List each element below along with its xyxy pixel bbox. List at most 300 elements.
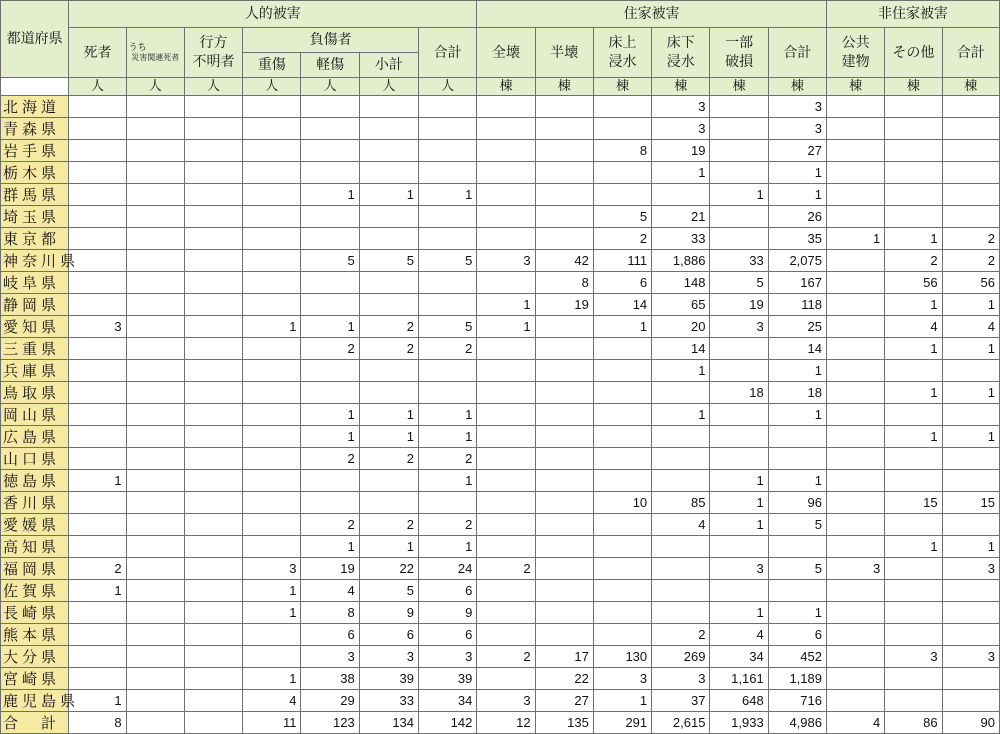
value-cell: 1	[359, 536, 418, 558]
value-cell	[885, 448, 942, 470]
value-cell	[126, 536, 184, 558]
value-cell	[710, 162, 768, 184]
related-deaths-top: うち	[128, 42, 147, 53]
value-cell: 42	[535, 250, 593, 272]
value-cell	[126, 514, 184, 536]
value-cell: 8	[69, 712, 126, 734]
value-cell: 1	[419, 404, 477, 426]
value-cell: 1	[69, 470, 126, 492]
value-cell	[535, 228, 593, 250]
value-cell	[69, 448, 126, 470]
value-cell: 12	[477, 712, 535, 734]
value-cell	[593, 536, 651, 558]
value-cell: 3	[652, 118, 710, 140]
value-cell: 4	[243, 690, 301, 712]
table-row	[1, 690, 1000, 712]
above-floor-flood-header: 床上 浸水	[593, 28, 651, 78]
value-cell: 2	[885, 250, 942, 272]
value-cell: 65	[652, 294, 710, 316]
value-cell	[477, 448, 535, 470]
value-cell: 1	[69, 690, 126, 712]
prefecture-name: 長崎県	[1, 602, 69, 624]
value-cell	[535, 184, 593, 206]
value-cell: 1	[768, 404, 826, 426]
value-cell: 22	[359, 558, 418, 580]
value-cell	[359, 206, 418, 228]
value-cell: 9	[359, 602, 418, 624]
value-cell	[652, 602, 710, 624]
value-cell	[942, 162, 999, 184]
value-cell: 5	[359, 580, 418, 602]
value-cell: 1	[885, 382, 942, 404]
table-row	[1, 360, 1000, 382]
table-row	[1, 140, 1000, 162]
value-cell	[184, 360, 242, 382]
value-cell: 2	[359, 316, 418, 338]
table-row	[1, 492, 1000, 514]
unit-row	[1, 78, 1000, 96]
value-cell: 3	[942, 646, 999, 668]
value-cell	[710, 536, 768, 558]
house-damage-header: 住家被害	[477, 1, 827, 28]
value-cell	[477, 580, 535, 602]
table-row	[1, 602, 1000, 624]
value-cell: 1	[768, 602, 826, 624]
value-cell	[535, 118, 593, 140]
value-cell	[710, 426, 768, 448]
prefecture-header: 都道府県	[1, 1, 69, 78]
unit-cell: 棟	[652, 78, 710, 96]
value-cell	[535, 360, 593, 382]
value-cell	[477, 426, 535, 448]
value-cell	[942, 580, 999, 602]
value-cell	[593, 184, 651, 206]
value-cell	[535, 492, 593, 514]
table-row	[1, 448, 1000, 470]
value-cell	[885, 602, 942, 624]
value-cell	[535, 162, 593, 184]
value-cell	[942, 184, 999, 206]
value-cell	[419, 272, 477, 294]
value-cell	[827, 96, 885, 118]
value-cell	[301, 228, 359, 250]
value-cell: 1	[710, 470, 768, 492]
value-cell: 21	[652, 206, 710, 228]
value-cell	[243, 272, 301, 294]
value-cell	[477, 206, 535, 228]
table-row	[1, 228, 1000, 250]
value-cell	[243, 360, 301, 382]
value-cell	[126, 404, 184, 426]
value-cell: 1	[885, 426, 942, 448]
value-cell: 2	[477, 646, 535, 668]
value-cell: 2	[359, 514, 418, 536]
value-cell	[359, 118, 418, 140]
value-cell	[885, 668, 942, 690]
value-cell	[477, 536, 535, 558]
value-cell	[827, 404, 885, 426]
fully-destroyed-header: 全壊	[477, 28, 535, 78]
injury-subtotal-header: 小計	[359, 53, 418, 78]
value-cell: 648	[710, 690, 768, 712]
unit-cell: 人	[69, 78, 126, 96]
value-cell	[942, 118, 999, 140]
value-cell	[359, 360, 418, 382]
value-cell: 118	[768, 294, 826, 316]
value-cell: 33	[710, 250, 768, 272]
value-cell	[69, 162, 126, 184]
value-cell: 1	[419, 536, 477, 558]
value-cell	[184, 162, 242, 184]
value-cell: 1	[593, 690, 651, 712]
value-cell	[593, 96, 651, 118]
value-cell: 1,933	[710, 712, 768, 734]
value-cell	[477, 624, 535, 646]
value-cell	[593, 580, 651, 602]
value-cell	[184, 690, 242, 712]
prefecture-name: 宮崎県	[1, 668, 69, 690]
prefecture-name: 山口県	[1, 448, 69, 470]
value-cell	[942, 206, 999, 228]
unit-cell: 棟	[827, 78, 885, 96]
value-cell: 1	[243, 316, 301, 338]
half-destroyed-header: 半壊	[535, 28, 593, 78]
value-cell	[768, 580, 826, 602]
prefecture-name: 兵庫県	[1, 360, 69, 382]
value-cell	[827, 206, 885, 228]
value-cell: 1	[942, 382, 999, 404]
value-cell	[126, 426, 184, 448]
value-cell	[243, 162, 301, 184]
value-cell	[942, 690, 999, 712]
value-cell	[477, 118, 535, 140]
other-header: その他	[885, 28, 942, 78]
value-cell	[827, 470, 885, 492]
value-cell	[126, 228, 184, 250]
value-cell	[126, 272, 184, 294]
value-cell	[477, 360, 535, 382]
value-cell	[69, 668, 126, 690]
table-row	[1, 404, 1000, 426]
value-cell	[593, 426, 651, 448]
value-cell	[593, 404, 651, 426]
value-cell: 148	[652, 272, 710, 294]
value-cell	[69, 228, 126, 250]
value-cell	[419, 206, 477, 228]
unit-cell: 人	[301, 78, 359, 96]
unit-cell: 棟	[942, 78, 999, 96]
value-cell	[184, 118, 242, 140]
value-cell: 8	[593, 140, 651, 162]
value-cell	[184, 426, 242, 448]
value-cell: 1	[593, 316, 651, 338]
value-cell: 2	[652, 624, 710, 646]
value-cell	[827, 426, 885, 448]
value-cell	[184, 580, 242, 602]
value-cell	[243, 96, 301, 118]
value-cell	[593, 624, 651, 646]
value-cell	[184, 140, 242, 162]
value-cell: 33	[359, 690, 418, 712]
value-cell	[827, 448, 885, 470]
value-cell	[477, 228, 535, 250]
value-cell	[652, 184, 710, 206]
value-cell: 3	[419, 646, 477, 668]
prefecture-name: 香川県	[1, 492, 69, 514]
value-cell	[827, 580, 885, 602]
prefecture-name: 高知県	[1, 536, 69, 558]
value-cell: 90	[942, 712, 999, 734]
value-cell	[301, 206, 359, 228]
value-cell: 56	[942, 272, 999, 294]
value-cell	[710, 206, 768, 228]
value-cell: 1	[477, 294, 535, 316]
value-cell	[243, 118, 301, 140]
table-row	[1, 294, 1000, 316]
value-cell: 1	[885, 294, 942, 316]
value-cell: 1	[942, 338, 999, 360]
value-cell: 269	[652, 646, 710, 668]
value-cell: 2	[359, 338, 418, 360]
value-cell	[419, 492, 477, 514]
table-row	[1, 646, 1000, 668]
serious-injury-header: 重傷	[243, 53, 301, 78]
table-row	[1, 668, 1000, 690]
value-cell	[885, 470, 942, 492]
value-cell	[710, 118, 768, 140]
value-cell	[477, 602, 535, 624]
value-cell	[184, 184, 242, 206]
unit-spacer	[1, 78, 69, 96]
value-cell	[942, 624, 999, 646]
value-cell: 2,615	[652, 712, 710, 734]
value-cell	[535, 338, 593, 360]
value-cell	[477, 492, 535, 514]
value-cell	[301, 96, 359, 118]
value-cell	[301, 118, 359, 140]
value-cell: 6	[419, 580, 477, 602]
value-cell	[126, 624, 184, 646]
value-cell: 2	[477, 558, 535, 580]
table-row	[1, 96, 1000, 118]
value-cell	[69, 646, 126, 668]
value-cell	[126, 646, 184, 668]
value-cell: 14	[768, 338, 826, 360]
prefecture-name: 三重県	[1, 338, 69, 360]
table-row	[1, 426, 1000, 448]
value-cell	[243, 184, 301, 206]
value-cell	[652, 382, 710, 404]
value-cell	[768, 448, 826, 470]
value-cell	[126, 294, 184, 316]
missing-header: 行方 不明者	[184, 28, 242, 78]
value-cell	[535, 426, 593, 448]
prefecture-name: 北海道	[1, 96, 69, 118]
value-cell	[184, 514, 242, 536]
value-cell	[535, 536, 593, 558]
value-cell	[359, 272, 418, 294]
prefecture-name: 愛知県	[1, 316, 69, 338]
value-cell	[69, 514, 126, 536]
value-cell	[477, 470, 535, 492]
value-cell	[301, 294, 359, 316]
unit-cell: 棟	[885, 78, 942, 96]
value-cell	[710, 96, 768, 118]
unit-cell: 人	[126, 78, 184, 96]
table-row	[1, 382, 1000, 404]
value-cell	[243, 448, 301, 470]
value-cell	[69, 338, 126, 360]
value-cell	[535, 470, 593, 492]
value-cell	[885, 96, 942, 118]
value-cell	[243, 624, 301, 646]
table-row	[1, 162, 1000, 184]
value-cell	[69, 492, 126, 514]
value-cell	[184, 668, 242, 690]
unit-cell: 人	[184, 78, 242, 96]
value-cell: 1	[243, 602, 301, 624]
value-cell	[184, 294, 242, 316]
value-cell	[885, 184, 942, 206]
value-cell	[69, 536, 126, 558]
value-cell	[243, 382, 301, 404]
table-row	[1, 536, 1000, 558]
value-cell	[184, 712, 242, 734]
value-cell	[827, 272, 885, 294]
value-cell	[535, 316, 593, 338]
table-row	[1, 514, 1000, 536]
value-cell	[827, 118, 885, 140]
unit-cell: 人	[359, 78, 418, 96]
value-cell	[243, 206, 301, 228]
value-cell: 1	[710, 602, 768, 624]
value-cell	[301, 140, 359, 162]
value-cell	[885, 690, 942, 712]
value-cell: 5	[419, 316, 477, 338]
prefecture-name: 栃木県	[1, 162, 69, 184]
value-cell	[126, 448, 184, 470]
value-cell: 25	[768, 316, 826, 338]
house-total-header: 合計	[768, 28, 826, 78]
value-cell	[535, 206, 593, 228]
value-cell: 34	[419, 690, 477, 712]
value-cell: 1	[942, 536, 999, 558]
value-cell	[184, 492, 242, 514]
value-cell	[126, 558, 184, 580]
table-header	[1, 1, 1000, 96]
value-cell: 142	[419, 712, 477, 734]
value-cell	[593, 118, 651, 140]
value-cell: 3	[710, 558, 768, 580]
value-cell: 1	[768, 162, 826, 184]
value-cell: 1	[301, 536, 359, 558]
value-cell	[243, 140, 301, 162]
table-row	[1, 558, 1000, 580]
injured-header: 負傷者	[243, 28, 419, 53]
value-cell	[243, 646, 301, 668]
value-cell	[243, 338, 301, 360]
value-cell	[593, 360, 651, 382]
value-cell	[126, 96, 184, 118]
value-cell	[243, 492, 301, 514]
value-cell: 111	[593, 250, 651, 272]
value-cell	[126, 602, 184, 624]
value-cell: 1	[243, 668, 301, 690]
value-cell: 1	[419, 426, 477, 448]
unit-cell: 棟	[535, 78, 593, 96]
value-cell: 2	[419, 448, 477, 470]
value-cell	[942, 140, 999, 162]
value-cell	[535, 96, 593, 118]
value-cell: 37	[652, 690, 710, 712]
value-cell: 5	[419, 250, 477, 272]
prefecture-name: 静岡県	[1, 294, 69, 316]
value-cell: 5	[768, 558, 826, 580]
value-cell	[942, 448, 999, 470]
value-cell	[359, 492, 418, 514]
value-cell	[652, 448, 710, 470]
value-cell: 3	[768, 118, 826, 140]
value-cell	[359, 140, 418, 162]
value-cell	[885, 624, 942, 646]
value-cell	[827, 646, 885, 668]
value-cell: 19	[535, 294, 593, 316]
value-cell	[184, 470, 242, 492]
value-cell	[942, 404, 999, 426]
value-cell: 5	[768, 514, 826, 536]
value-cell	[359, 382, 418, 404]
table-body	[1, 96, 1000, 734]
total-row	[1, 712, 1000, 734]
value-cell	[243, 404, 301, 426]
value-cell	[126, 162, 184, 184]
value-cell	[652, 470, 710, 492]
value-cell	[184, 228, 242, 250]
value-cell	[126, 382, 184, 404]
value-cell: 1	[652, 404, 710, 426]
value-cell	[885, 580, 942, 602]
value-cell	[535, 140, 593, 162]
value-cell: 56	[885, 272, 942, 294]
value-cell	[593, 382, 651, 404]
value-cell	[184, 272, 242, 294]
value-cell	[535, 514, 593, 536]
unit-cell: 棟	[768, 78, 826, 96]
value-cell	[885, 162, 942, 184]
value-cell: 6	[768, 624, 826, 646]
value-cell	[69, 272, 126, 294]
value-cell: 4	[885, 316, 942, 338]
value-cell	[184, 404, 242, 426]
value-cell	[419, 96, 477, 118]
value-cell	[69, 602, 126, 624]
value-cell	[827, 338, 885, 360]
prefecture-name: 埼玉県	[1, 206, 69, 228]
value-cell: 14	[652, 338, 710, 360]
value-cell: 15	[885, 492, 942, 514]
value-cell: 38	[301, 668, 359, 690]
value-cell	[710, 338, 768, 360]
value-cell: 2	[419, 514, 477, 536]
value-cell	[301, 382, 359, 404]
value-cell: 1	[885, 228, 942, 250]
value-cell	[535, 602, 593, 624]
value-cell: 1,189	[768, 668, 826, 690]
value-cell: 1	[301, 404, 359, 426]
value-cell	[942, 668, 999, 690]
value-cell: 1	[710, 492, 768, 514]
value-cell	[126, 492, 184, 514]
